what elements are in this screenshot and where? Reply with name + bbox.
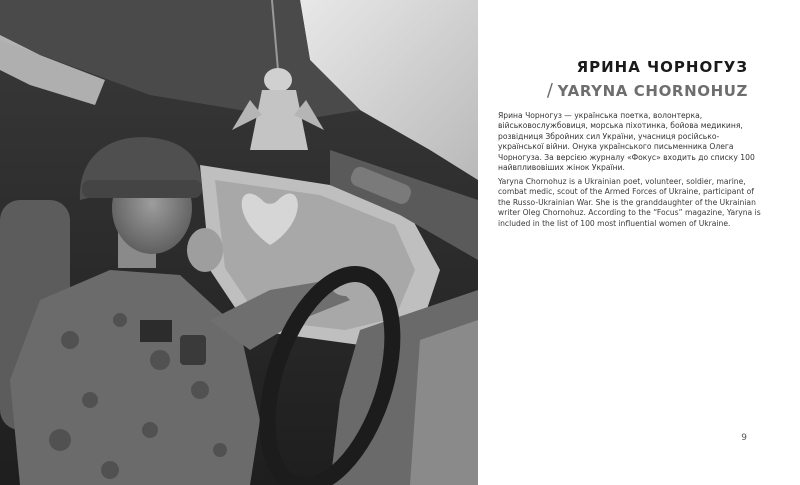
title-slash: / [546, 80, 554, 101]
body-english: Yaryna Chornohuz is a Ukrainian poet, volunteer, soldier, marine, combat medic, scout of the Armed Forces of Ukraine, participant of the Russo-Ukrainian War. She is the granddaughter of the Ukrainian writer Oleg Chornohuz. According to the “Focus” magazine, Yaryna is included in the list of 100 most influential women of Ukraine. [498, 177, 761, 228]
text-page [478, 0, 800, 485]
body-ukrainian: Ярина Чорногуз — українська поетка, волонтерка, військовослужбовиця, морська піхотинка, бойова медикиня, розвідниця Збройних сил України, учасниця російсько-української війни. Онука українського письменника Олега Чорногуза. За версією журналу «Фокус» входить до списку 100 найвпливовіших жінок України. [498, 111, 755, 173]
title-block [547, 58, 748, 101]
title-english-line [547, 80, 748, 101]
title-english: YARYNA CHORNOHUZ [557, 82, 748, 100]
title-ukrainian: ЯРИНА ЧОРНОГУЗ [576, 58, 748, 76]
page-number: 9 [741, 433, 747, 443]
